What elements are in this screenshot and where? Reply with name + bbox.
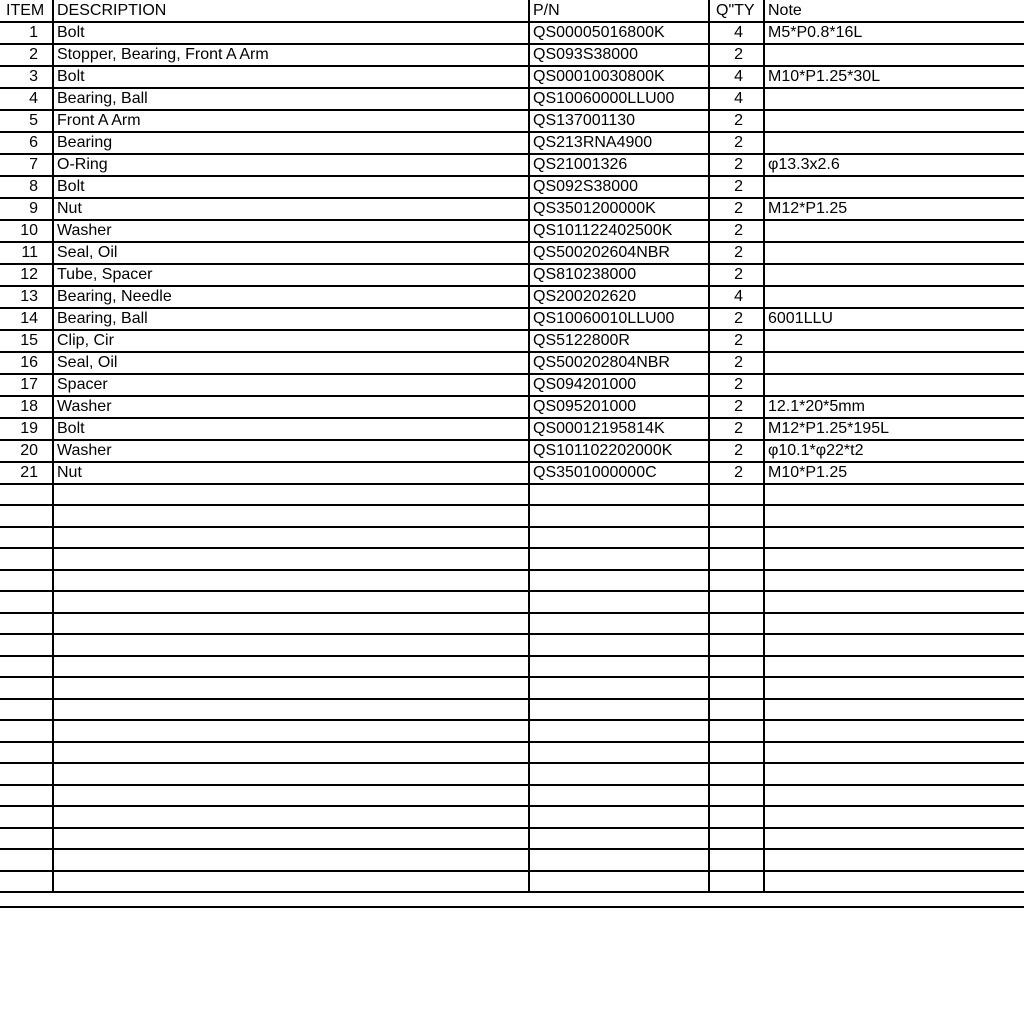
cell-note: M12*P1.25 <box>764 198 1024 220</box>
cell-item: 6 <box>0 132 53 154</box>
cell-item: 20 <box>0 440 53 462</box>
cell-item: 7 <box>0 154 53 176</box>
cell-part-number: QS00005016800K <box>529 22 709 44</box>
cell-description <box>53 634 529 656</box>
parts-table-body <box>0 22 1024 893</box>
cell-note: M10*P1.25 <box>764 462 1024 484</box>
cell-note: φ10.1*φ22*t2 <box>764 440 1024 462</box>
empty-table-row <box>0 656 1024 678</box>
empty-table-row <box>0 763 1024 785</box>
table-row <box>0 418 1024 440</box>
cell-note <box>764 634 1024 656</box>
header-row <box>0 0 1024 22</box>
empty-table-row <box>0 720 1024 742</box>
table-row <box>0 308 1024 330</box>
cell-part-number <box>529 763 709 785</box>
cell-item <box>0 484 53 506</box>
cell-part-number <box>529 505 709 527</box>
table-row <box>0 22 1024 44</box>
header-item: ITEM <box>0 0 53 22</box>
cell-quantity <box>709 548 764 570</box>
cell-quantity: 2 <box>709 220 764 242</box>
cell-note <box>764 527 1024 549</box>
cell-note: M10*P1.25*30L <box>764 66 1024 88</box>
cell-description: Seal, Oil <box>53 242 529 264</box>
table-row <box>0 154 1024 176</box>
cell-description: Washer <box>53 220 529 242</box>
cell-item <box>0 785 53 807</box>
cell-quantity: 4 <box>709 22 764 44</box>
cell-quantity <box>709 742 764 764</box>
cell-item <box>0 656 53 678</box>
cell-note <box>764 242 1024 264</box>
cell-item: 4 <box>0 88 53 110</box>
empty-table-row <box>0 613 1024 635</box>
cell-quantity: 2 <box>709 462 764 484</box>
cell-quantity <box>709 634 764 656</box>
table-row <box>0 440 1024 462</box>
cell-note <box>764 548 1024 570</box>
table-row <box>0 330 1024 352</box>
table-row <box>0 352 1024 374</box>
cell-quantity <box>709 591 764 613</box>
cell-quantity <box>709 849 764 871</box>
cell-quantity <box>709 570 764 592</box>
cell-note <box>764 176 1024 198</box>
empty-table-row <box>0 742 1024 764</box>
cell-note <box>764 699 1024 721</box>
cell-quantity: 2 <box>709 44 764 66</box>
header-quantity: Q"TY <box>709 0 764 22</box>
cell-quantity: 2 <box>709 374 764 396</box>
cell-note <box>764 828 1024 850</box>
table-row <box>0 66 1024 88</box>
cell-part-number <box>529 849 709 871</box>
cell-description <box>53 785 529 807</box>
cell-part-number: QS10060000LLU00 <box>529 88 709 110</box>
cell-item: 13 <box>0 286 53 308</box>
cell-item <box>0 763 53 785</box>
empty-table-row <box>0 548 1024 570</box>
cell-part-number: QS00012195814K <box>529 418 709 440</box>
cell-part-number <box>529 785 709 807</box>
cell-part-number <box>529 591 709 613</box>
cell-description: Washer <box>53 440 529 462</box>
cell-description <box>53 677 529 699</box>
cell-note <box>764 286 1024 308</box>
cell-note <box>764 570 1024 592</box>
cell-part-number: QS10060010LLU00 <box>529 308 709 330</box>
cell-description <box>53 570 529 592</box>
empty-table-row <box>0 699 1024 721</box>
cell-description: O-Ring <box>53 154 529 176</box>
cell-item: 18 <box>0 396 53 418</box>
cell-item: 14 <box>0 308 53 330</box>
cell-description: Bolt <box>53 176 529 198</box>
cell-part-number: QS093S38000 <box>529 44 709 66</box>
cell-item: 11 <box>0 242 53 264</box>
cell-part-number: QS094201000 <box>529 374 709 396</box>
table-row <box>0 286 1024 308</box>
cell-description: Bearing, Ball <box>53 88 529 110</box>
cell-description: Bolt <box>53 418 529 440</box>
cell-description: Bolt <box>53 66 529 88</box>
cell-item <box>0 677 53 699</box>
empty-table-row <box>0 527 1024 549</box>
cell-note <box>764 352 1024 374</box>
cell-description <box>53 806 529 828</box>
cell-note <box>764 613 1024 635</box>
cell-part-number <box>529 699 709 721</box>
cell-part-number: QS095201000 <box>529 396 709 418</box>
cell-item: 15 <box>0 330 53 352</box>
cell-note <box>764 88 1024 110</box>
cell-part-number <box>529 871 709 893</box>
empty-table-row <box>0 484 1024 506</box>
cell-part-number: QS500202804NBR <box>529 352 709 374</box>
empty-table-row <box>0 806 1024 828</box>
cell-part-number: QS200202620 <box>529 286 709 308</box>
cell-item: 21 <box>0 462 53 484</box>
cell-part-number <box>529 828 709 850</box>
empty-table-row <box>0 849 1024 871</box>
empty-table-row <box>0 570 1024 592</box>
cell-item <box>0 871 53 893</box>
cell-part-number: QS137001130 <box>529 110 709 132</box>
cell-item <box>0 742 53 764</box>
cell-item <box>0 699 53 721</box>
cell-item: 19 <box>0 418 53 440</box>
cell-part-number: QS00010030800K <box>529 66 709 88</box>
cell-quantity: 4 <box>709 66 764 88</box>
cell-part-number: QS092S38000 <box>529 176 709 198</box>
cell-note <box>764 374 1024 396</box>
empty-table-row <box>0 828 1024 850</box>
cell-note <box>764 871 1024 893</box>
empty-table-row <box>0 505 1024 527</box>
cell-quantity <box>709 505 764 527</box>
cell-description: Bolt <box>53 22 529 44</box>
cell-description: Washer <box>53 396 529 418</box>
cell-description <box>53 720 529 742</box>
cell-quantity: 2 <box>709 264 764 286</box>
cell-part-number <box>529 548 709 570</box>
cell-quantity: 2 <box>709 352 764 374</box>
cell-part-number: QS101102202000K <box>529 440 709 462</box>
cell-note: 12.1*20*5mm <box>764 396 1024 418</box>
header-part-number: P/N <box>529 0 709 22</box>
cell-part-number <box>529 720 709 742</box>
cell-quantity <box>709 656 764 678</box>
cell-quantity: 4 <box>709 88 764 110</box>
cell-item: 12 <box>0 264 53 286</box>
cell-quantity <box>709 699 764 721</box>
cell-note <box>764 742 1024 764</box>
cell-note <box>764 720 1024 742</box>
cell-item <box>0 828 53 850</box>
cell-quantity <box>709 720 764 742</box>
cell-description: Nut <box>53 198 529 220</box>
cell-item <box>0 570 53 592</box>
cell-description: Bearing, Needle <box>53 286 529 308</box>
cell-quantity: 2 <box>709 110 764 132</box>
cell-description <box>53 742 529 764</box>
table-row <box>0 110 1024 132</box>
empty-table-row <box>0 591 1024 613</box>
table-row <box>0 88 1024 110</box>
table-row <box>0 198 1024 220</box>
cell-quantity: 2 <box>709 176 764 198</box>
table-row <box>0 462 1024 484</box>
cell-description: Spacer <box>53 374 529 396</box>
cell-description: Tube, Spacer <box>53 264 529 286</box>
cell-note <box>764 132 1024 154</box>
cell-note <box>764 44 1024 66</box>
cell-note: M5*P0.8*16L <box>764 22 1024 44</box>
cell-description: Seal, Oil <box>53 352 529 374</box>
empty-table-row <box>0 634 1024 656</box>
cell-quantity: 2 <box>709 242 764 264</box>
header-description: DESCRIPTION <box>53 0 529 22</box>
cell-description <box>53 527 529 549</box>
cell-quantity: 2 <box>709 132 764 154</box>
cell-item <box>0 527 53 549</box>
cell-description <box>53 828 529 850</box>
table-row <box>0 44 1024 66</box>
cell-note <box>764 591 1024 613</box>
cell-description: Front A Arm <box>53 110 529 132</box>
cell-note <box>764 484 1024 506</box>
cell-description: Stopper, Bearing, Front A Arm <box>53 44 529 66</box>
cell-description <box>53 849 529 871</box>
cell-description: Bearing <box>53 132 529 154</box>
cell-description <box>53 505 529 527</box>
cell-quantity <box>709 527 764 549</box>
cell-part-number: QS101122402500K <box>529 220 709 242</box>
cell-description: Bearing, Ball <box>53 308 529 330</box>
table-row <box>0 396 1024 418</box>
cell-item <box>0 720 53 742</box>
empty-table-row <box>0 677 1024 699</box>
cell-part-number: QS21001326 <box>529 154 709 176</box>
cell-item: 16 <box>0 352 53 374</box>
cell-description <box>53 871 529 893</box>
cell-item <box>0 806 53 828</box>
cell-note <box>764 849 1024 871</box>
cell-note <box>764 656 1024 678</box>
cell-description <box>53 613 529 635</box>
cell-item <box>0 634 53 656</box>
cell-description <box>53 548 529 570</box>
cell-item <box>0 505 53 527</box>
cell-item: 5 <box>0 110 53 132</box>
cell-item <box>0 591 53 613</box>
cell-quantity <box>709 613 764 635</box>
cell-part-number <box>529 806 709 828</box>
cell-quantity: 2 <box>709 330 764 352</box>
cell-note <box>764 220 1024 242</box>
cell-part-number: QS500202604NBR <box>529 242 709 264</box>
cell-item <box>0 548 53 570</box>
cell-part-number <box>529 742 709 764</box>
cell-part-number: QS810238000 <box>529 264 709 286</box>
cell-quantity: 2 <box>709 154 764 176</box>
cell-description: Clip, Cir <box>53 330 529 352</box>
cell-part-number <box>529 677 709 699</box>
cell-part-number <box>529 613 709 635</box>
cell-note <box>764 110 1024 132</box>
cell-description: Nut <box>53 462 529 484</box>
cell-quantity <box>709 806 764 828</box>
cell-quantity <box>709 828 764 850</box>
cell-part-number <box>529 527 709 549</box>
cell-note <box>764 763 1024 785</box>
cell-item: 17 <box>0 374 53 396</box>
cell-item: 9 <box>0 198 53 220</box>
cell-quantity: 2 <box>709 198 764 220</box>
cell-item: 3 <box>0 66 53 88</box>
cell-note <box>764 264 1024 286</box>
cell-part-number: QS3501200000K <box>529 198 709 220</box>
table-row <box>0 176 1024 198</box>
cell-note: φ13.3x2.6 <box>764 154 1024 176</box>
cell-quantity: 2 <box>709 308 764 330</box>
cell-item: 2 <box>0 44 53 66</box>
cell-note <box>764 806 1024 828</box>
cell-quantity: 4 <box>709 286 764 308</box>
cell-description <box>53 763 529 785</box>
empty-table-row <box>0 871 1024 893</box>
cell-quantity: 2 <box>709 396 764 418</box>
table-row <box>0 220 1024 242</box>
cell-description <box>53 484 529 506</box>
cell-quantity: 2 <box>709 418 764 440</box>
table-row <box>0 264 1024 286</box>
cell-quantity <box>709 677 764 699</box>
header-note: Note <box>764 0 1024 22</box>
cell-note <box>764 785 1024 807</box>
cell-item: 1 <box>0 22 53 44</box>
cell-item <box>0 613 53 635</box>
cell-part-number <box>529 484 709 506</box>
cell-item: 8 <box>0 176 53 198</box>
cell-description <box>53 699 529 721</box>
cell-quantity <box>709 484 764 506</box>
cell-part-number: QS5122800R <box>529 330 709 352</box>
cell-item <box>0 849 53 871</box>
table-row <box>0 132 1024 154</box>
cell-part-number: QS213RNA4900 <box>529 132 709 154</box>
cell-item: 10 <box>0 220 53 242</box>
cell-note: M12*P1.25*195L <box>764 418 1024 440</box>
cell-part-number: QS3501000000C <box>529 462 709 484</box>
table-row <box>0 374 1024 396</box>
cell-description <box>53 591 529 613</box>
empty-table-row <box>0 785 1024 807</box>
cell-note <box>764 330 1024 352</box>
table-row <box>0 242 1024 264</box>
cell-description <box>53 656 529 678</box>
cell-part-number <box>529 656 709 678</box>
bottom-rule <box>0 906 1024 908</box>
cell-note <box>764 677 1024 699</box>
cell-part-number <box>529 634 709 656</box>
cell-quantity <box>709 871 764 893</box>
cell-quantity <box>709 785 764 807</box>
cell-quantity: 2 <box>709 440 764 462</box>
cell-part-number <box>529 570 709 592</box>
cell-quantity <box>709 763 764 785</box>
cell-note: 6001LLU <box>764 308 1024 330</box>
cell-note <box>764 505 1024 527</box>
